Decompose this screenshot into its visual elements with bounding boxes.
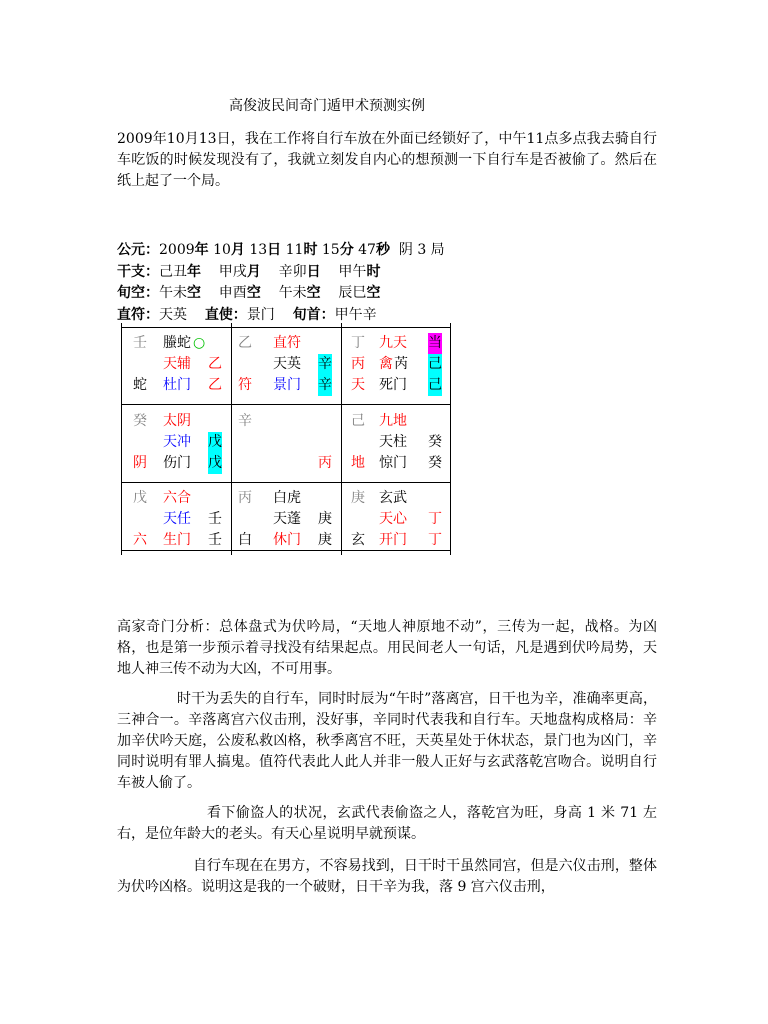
palace-center: 辛 丙 [238,413,332,471]
palace-w: 癸 太阴 天冲 戊 阴 伤门 戊 [123,411,236,489]
palace-ne: 丁 九天 当 丙 禽 芮 己 天 死门 己 [343,333,456,411]
palace-se: 庚 玄武 天心 丁 玄 开门 丁 [351,490,442,548]
qimen-chart-grid [117,323,455,555]
zhifu-row: 直符：天英 直使：景门 旬首：甲午辛 [117,306,377,323]
chart-info [117,240,657,326]
palace-sw: 戊 六合 天任 壬 六 生门 壬 [133,490,222,548]
palace-s: 丙 白虎 天蓬 庚 白 休门 庚 [238,490,332,548]
intro-paragraph: 2009年10月13日，我在工作将自行车放在外面已经锁好了，中午11点多点我去骑自行车吃饭的时候发现没有了，我就立刻发自内心的想预测一下自行车是否被偷了。然后在纸上起了一个局。 [117,131,657,189]
gongyuan-row: 公元：2009年 10月 13日 11时 15分 47秒 阴 3 局 [117,242,445,258]
analysis-paragraph-2: 时干为丢失的自行车，同时时辰为“午时”落离宫，日干也为辛，准确率更高，三神合一。辛落离宫六仪击刑，没好事，辛同时代表我和自行车。天地盘构成格局：辛加辛伏吟天庭，公废私救凶格，秋季离宫不旺，天英星处于休状态，景门也为凶门，辛同时说明有罪人搞鬼。值符代表此人此人并非一般人正好与玄武落乾宫吻合。说明自行车被人偷了。 [117,691,657,791]
ganzhi-row: 干支：己丑年 甲戌月 辛卯日 甲午时 [117,263,381,280]
analysis-paragraph-3: 看下偷盗人的状况，玄武代表偷盗之人，落乾宫为旺，身高 1 米 71 左右，是位年龄大的老头。有天心星说明早就预谋。 [117,805,657,842]
xunkong-row: 旬空：午未空 申酉空 午未空 辰巳空 [117,285,381,301]
document-title: 高俊波民间奇门遁甲术预测实例 [229,98,425,114]
analysis-paragraph-1: 高家奇门分析：总体盘式为伏吟局，“天地人神原地不动”，三传为一起，战格。为凶格，也是第一步预示着寻找没有结果起点。用民间老人一句话，凡是遇到伏吟局势，天地人神三传不动为大凶，不可用事。 [117,619,657,677]
analysis-paragraph-4: 自行车现在在男方，不容易找到，日干时干虽然同宫，但是六仪击刑，整体为伏吟凶格。说明这是我的一个破财，日干辛为我，落 9 宫六仪击刑， [117,858,657,895]
palace-nw: 壬 螣蛇 ○ 天辅 乙 蛇 杜门 乙 [133,335,222,393]
palace-e: 己 九地 天柱 癸 地 惊门 癸 [351,413,442,471]
palace-n: 乙 直符 天英 辛 符 景门 辛 [233,333,346,411]
